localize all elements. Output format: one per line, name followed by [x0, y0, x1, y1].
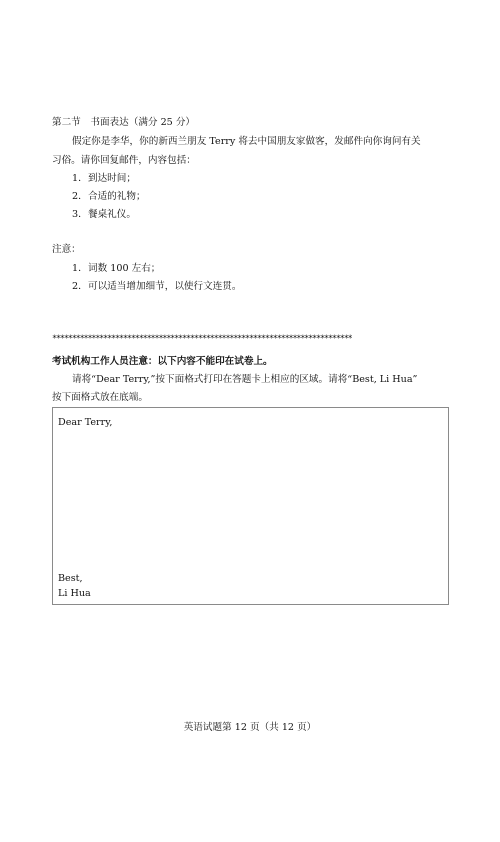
item-text: 餐桌礼仪。 [88, 209, 136, 220]
content-item-table-manners [72, 209, 136, 221]
content-item-arrival-time [72, 173, 136, 185]
letter-closing: Best, [58, 573, 83, 584]
format-instruction-line-1: 请将“Dear Terry,”按下面格式打印在答题卡上相应的区域。请将“Best, Li Hua” [72, 374, 418, 385]
note-number: 1． [72, 263, 88, 274]
note-text: 可以适当增加细节，以使行文连贯。 [88, 281, 242, 292]
staff-notice: 考试机构工作人员注意：以下内容不能印在试卷上。 [52, 356, 273, 367]
format-instruction-line-2: 按下面格式放在底端。 [52, 392, 148, 403]
letter-signature: Li Hua [58, 588, 91, 599]
answer-box [52, 407, 449, 605]
notes-label: 注意： [52, 244, 81, 255]
item-number: 1． [72, 173, 88, 184]
item-text: 到达时间； [88, 173, 136, 184]
section-title: 第二节 书面表达（满分 25 分） [52, 117, 196, 128]
item-text: 合适的礼物； [88, 191, 146, 202]
page-footer: 英语试题第 12 页（共 12 页） [183, 722, 317, 733]
letter-greeting: Dear Terry, [58, 417, 113, 428]
note-number: 2． [72, 281, 88, 292]
note-word-count [72, 263, 160, 275]
item-number: 3． [72, 209, 88, 220]
item-number: 2． [72, 191, 88, 202]
writing-prompt-line-1: 假定你是李华，你的新西兰朋友 Terry 将去中国朋友家做客，发邮件向你询问有关 [72, 136, 421, 147]
content-item-gift [72, 191, 146, 203]
writing-prompt-line-2: 习俗。请你回复邮件，内容包括： [52, 155, 196, 166]
note-text: 词数 100 左右； [88, 263, 161, 274]
note-details [72, 281, 242, 293]
asterisk-separator: **************************************************************************** [52, 333, 352, 343]
